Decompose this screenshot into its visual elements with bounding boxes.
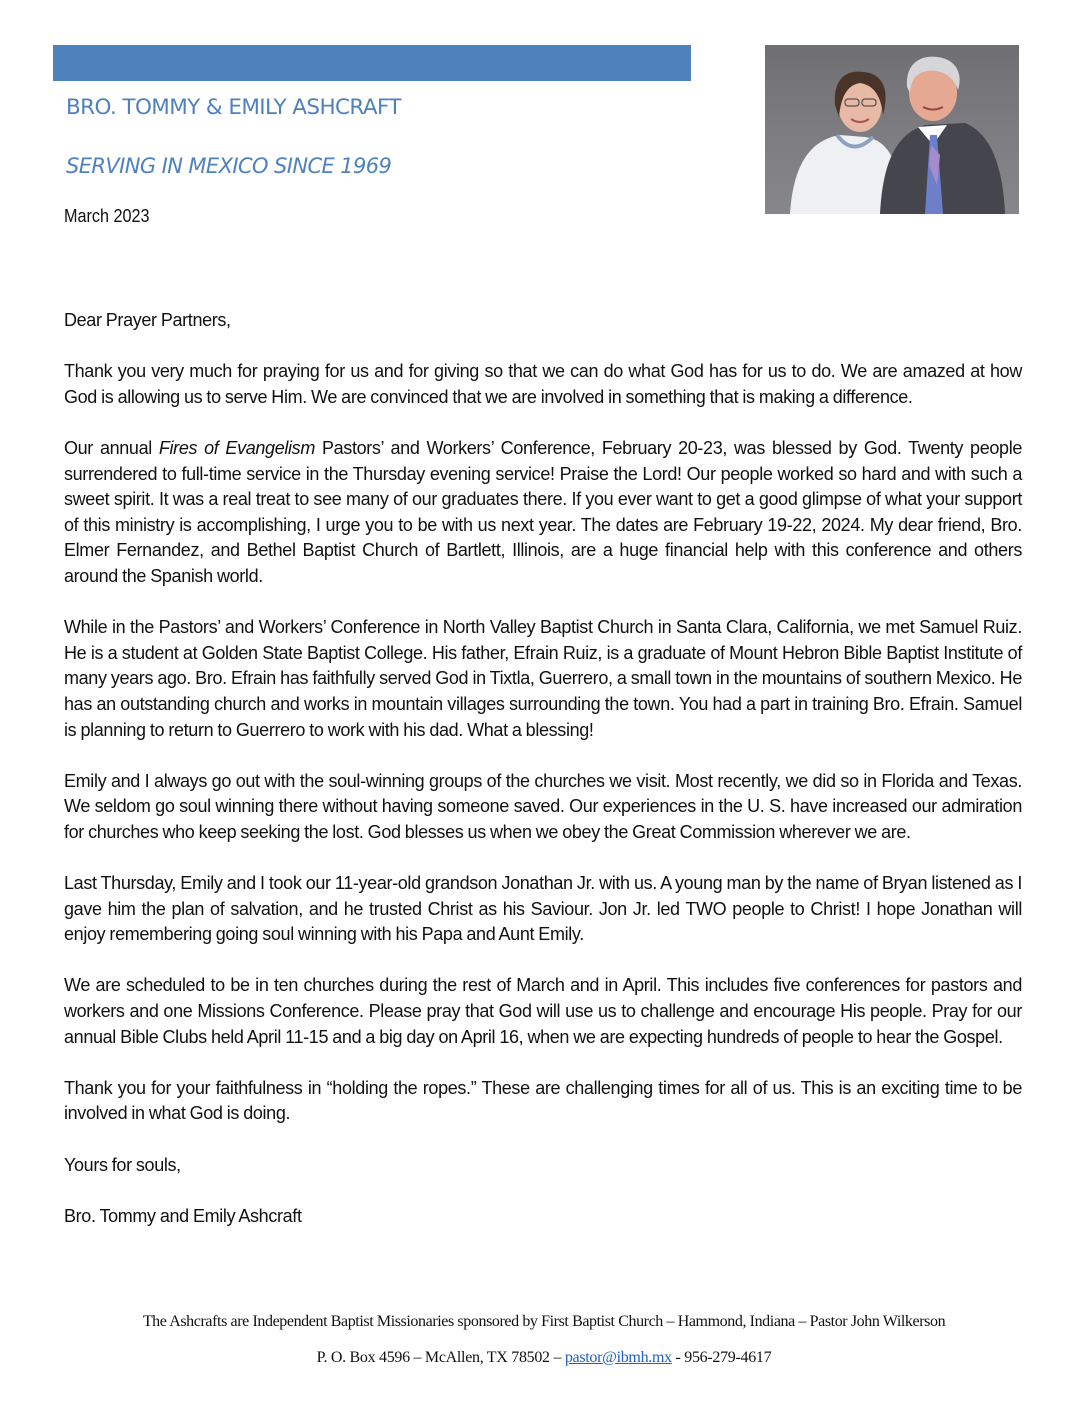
couple-photo-illustration bbox=[765, 45, 1019, 214]
paragraph-4: Emily and I always go out with the soul-winning groups of the churches we visit. Most recently, we did so in Florida and Texas. We seldom go soul winning there without having someone saved. Our experiences in the U. S. have increased our admiration for churches who keep seeking the lost. God blesses us when we obey the Great Commission wherever we are. bbox=[64, 770, 1022, 842]
sponsor-line: The Ashcrafts are Independent Baptist Missionaries sponsored by First Baptist Church – Hammond, Indiana – Pastor John Wilkerson bbox=[142, 1313, 946, 1330]
paragraph-2 bbox=[64, 436, 1022, 590]
contact-line bbox=[0, 1349, 1088, 1367]
paragraph-2-rest: Pastors’ and Workers’ Conference, February 20-23, was blessed by God. Twenty people surrendered to full-time service in the Thursday evening service! Praise the Lord! Our people worked so hard and with such a sweet spirit. It was a real treat to see many of our graduates there. If you ever want to get a good glimpse of what your support of this ministry is accomplishing, I urge you to be with us next year. The dates are February 19-22, 2024. My dear friend, Bro. Elmer Fernandez, and Bethel Baptist Church of Bartlett, Illinois, are a huge financial help with this conference and others around the Spanish world. bbox=[64, 437, 1023, 586]
email-link[interactable]: pastor@ibmh.mx bbox=[564, 1349, 672, 1366]
letter-date: March 2023 bbox=[64, 206, 150, 226]
mailing-address: P. O. Box 4596 – McAllen, TX 78502 – bbox=[316, 1349, 565, 1366]
header-accent-bar bbox=[53, 45, 691, 81]
salutation: Dear Prayer Partners, bbox=[64, 310, 231, 330]
paragraph-2-intro: Our annual bbox=[64, 437, 159, 458]
paragraph-3: While in the Pastors’ and Workers’ Conference in North Valley Baptist Church in Santa Clara, California, we met Samuel Ruiz. He is a student at Golden State Baptist College. His father, Efrain Ruiz, is a graduate of Mount Hebron Bible Baptist Institute of many years ago. Bro. Efrain has faithfully served God in Tixtla, Guerrero, a small town in the mountains of southern Mexico. He has an outstanding church and works in mountain villages surrounding the town. You had a part in training Bro. Efrain. Samuel is planning to return to Guerrero to work with his dad. What a blessing! bbox=[64, 617, 1022, 740]
paragraph-7: Thank you for your faithfulness in “holding the ropes.” These are challenging times for all of us. This is an exciting time to be involved in what God is doing. bbox=[64, 1077, 1022, 1124]
paragraph-5: Last Thursday, Emily and I took our 11-year-old grandson Jonathan Jr. with us. A young man by the name of Bryan listened as I gave him the plan of salvation, and he trusted Christ as his Saviour. Jon Jr. led TWO people to Christ! I hope Jonathan will enjoy remembering going soul winning with his Papa and Aunt Emily. bbox=[64, 873, 1022, 945]
conference-title: Fires of Evangelism bbox=[158, 437, 315, 458]
couple-photo bbox=[765, 45, 1019, 214]
closing: Yours for souls, bbox=[64, 1154, 181, 1175]
paragraph-1: Thank you very much for praying for us and for giving so that we can do what God has for us to do. We are amazed at how God is allowing us to serve Him. We are convinced that we are involved in something that is making a difference. bbox=[64, 361, 1022, 407]
tagline: SERVING IN MEXICO SINCE 1969 bbox=[66, 154, 392, 178]
phone-number: - 956-279-4617 bbox=[671, 1349, 772, 1366]
letter-body bbox=[64, 308, 1022, 1255]
signature: Bro. Tommy and Emily Ashcraft bbox=[64, 1205, 302, 1226]
missionary-names: BRO. TOMMY & EMILY ASHCRAFT bbox=[66, 95, 401, 120]
paragraph-6: We are scheduled to be in ten churches during the rest of March and in April. This includes five conferences for pastors and workers and one Missions Conference. Please pray that God will use us to challenge and encourage His people. Pray for our annual Bible Clubs held April 11-15 and a big day on April 16, when we are expecting hundreds of people to hear the Gospel. bbox=[64, 975, 1022, 1047]
